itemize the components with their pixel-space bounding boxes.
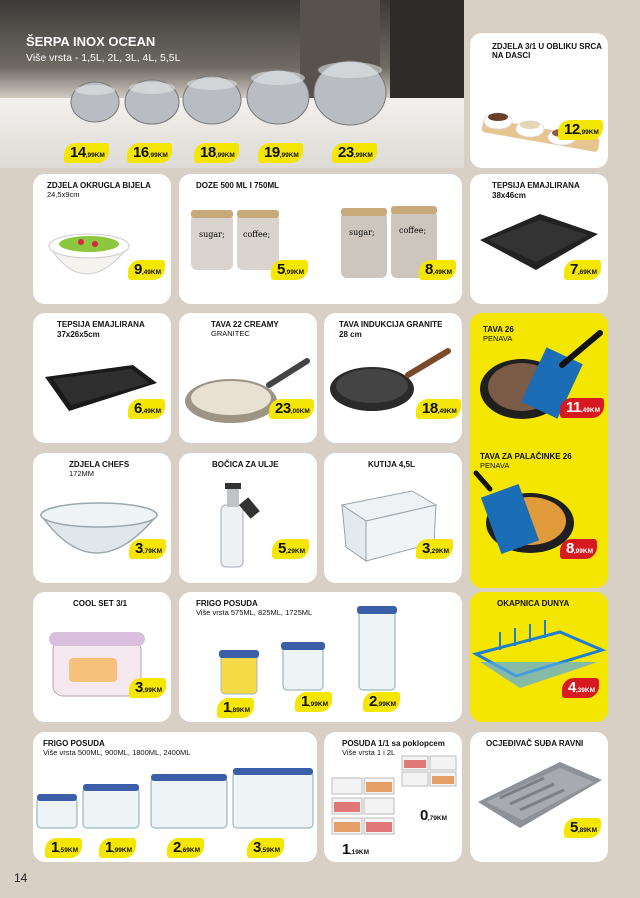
hero-banner <box>0 0 464 168</box>
price-tag-900ml: 1 ,99KM <box>99 838 136 858</box>
jar-label-sugar-2: sugar; <box>349 228 375 237</box>
price-tag-500ml: 1 ,59KM <box>45 838 82 858</box>
hero-subtitle: Više vrsta - 1,5L, 2L, 3L, 4L, 5,5L <box>26 52 181 64</box>
product-bocica[interactable]: BOČICA ZA ULJE 5 ,29KM <box>179 453 317 583</box>
product-tava-indukcija[interactable]: TAVA INDUKCIJA GRANITE 28 cm 18 ,49KM <box>324 313 462 443</box>
product-frigo-2[interactable]: FRIGO POSUDA Više vrsta 500ML, 900ML, 1800ML, 2400ML 1 ,59KM 1 ,99KM 2 ,69KM 3 ,59KM <box>33 732 317 862</box>
product-image <box>470 33 608 168</box>
product-image <box>179 313 317 443</box>
price-tag: 5 ,29KM <box>272 539 309 559</box>
product-zdjela-okrugla[interactable]: ZDJELA OKRUGLA BIJELA 24,5x9cm 9 ,49KM <box>33 174 171 304</box>
product-image <box>179 174 462 304</box>
hero-price-3: 18 ,99KM <box>194 143 239 163</box>
product-doze[interactable]: DOZE 500 ML I 750ML sugar; coffee; sugar; coffee; 5 ,99KM 8 ,49KM <box>179 174 462 304</box>
product-kutija[interactable]: KUTIJA 4,5L 3 ,29KM <box>324 453 462 583</box>
hero-title: ŠERPA INOX OCEAN <box>26 34 156 49</box>
featured-pans-panel: TAVA 26 PENAVA 11 ,49KM TAVA ZA PALAČINKE 26 PENAVA 8 ,99KM <box>470 313 608 588</box>
price-tag: 7 ,69KM <box>564 260 601 280</box>
price-tag: 9 ,49KM <box>128 260 165 280</box>
product-zdjela-srca[interactable]: ZDJELA 3/1 U OBLIKU SRCA NA DASCI 12 ,99KM <box>470 33 608 168</box>
product-okapnica[interactable]: OKAPNICA DUNYA 4 ,39KM <box>470 592 608 722</box>
product-frigo-1[interactable]: FRIGO POSUDA Više vrsta 575ML, 825ML, 1725ML 1 ,89KM 1 ,99KM 2 ,99KM <box>179 592 462 722</box>
product-image <box>470 174 608 304</box>
price-tag-2400ml: 3 ,59KM <box>247 838 284 858</box>
jar-label-sugar: sugar; <box>199 230 225 239</box>
hero-price-5: 23 ,99KM <box>332 143 377 163</box>
product-image <box>33 453 171 583</box>
product-image <box>33 592 171 722</box>
hero-price-2: 16 ,99KM <box>127 143 172 163</box>
product-zdjela-chefs[interactable]: ZDJELA CHEFS 172MM 3 ,79KM <box>33 453 171 583</box>
price-tag-tava-26: 11 ,49KM <box>560 398 604 418</box>
product-posuda-1-1[interactable]: POSUDA 1/1 sa poklopcem Više vrsta 1 i 2L 0 ,79KM 1 ,19KM <box>324 732 462 862</box>
price-tag: 23 ,00KM <box>269 399 314 419</box>
hero-price-4: 19 ,99KM <box>258 143 303 163</box>
price-tag-1l: 0 ,79KM <box>414 806 451 826</box>
price-tag: 6 ,49KM <box>128 399 165 419</box>
price-tag-1725ml: 2 ,99KM <box>363 692 400 712</box>
price-tag: 3 ,29KM <box>416 539 453 559</box>
price-tag: 12 ,99KM <box>558 120 603 140</box>
price-tag-tava-palacinke: 8 ,99KM <box>560 539 597 559</box>
price-tag-750ml: 8 ,49KM <box>419 260 456 280</box>
product-image <box>324 313 462 443</box>
price-tag-575ml: 1 ,89KM <box>217 698 254 718</box>
price-tag-2l: 1 ,19KM <box>336 840 373 860</box>
price-tag: 3 ,99KM <box>129 678 166 698</box>
product-image <box>470 732 608 862</box>
product-image <box>324 453 462 583</box>
product-image <box>33 174 171 304</box>
price-tag-825ml: 1 ,99KM <box>295 692 332 712</box>
product-ocjedivac[interactable]: OCJEĐIVAČ SUĐA RAVNI 5 ,89KM <box>470 732 608 862</box>
product-image <box>470 592 608 722</box>
hero-price-1: 14 ,99KM <box>64 143 109 163</box>
product-tepsija-38[interactable]: TEPSIJA EMAJLIRANA 38x46cm 7 ,69KM <box>470 174 608 304</box>
jar-label-coffee: coffee; <box>243 230 271 239</box>
price-tag: 5 ,89KM <box>564 818 601 838</box>
price-tag: 18 ,49KM <box>416 399 461 419</box>
price-tag: 3 ,79KM <box>129 539 166 559</box>
page-number: 14 <box>14 871 28 885</box>
price-tag: 4 ,39KM <box>562 678 599 698</box>
jar-label-coffee-2: coffee; <box>399 226 427 235</box>
product-tava-palacinke-title: TAVA ZA PALAČINKE 26 <box>480 452 572 461</box>
price-tag-1800ml: 2 ,69KM <box>167 838 204 858</box>
product-tepsija-37[interactable]: TEPSIJA EMAJLIRANA 37x26x5cm 6 ,49KM <box>33 313 171 443</box>
product-tava-creamy[interactable]: TAVA 22 CREAMY GRANITEC 23 ,00KM <box>179 313 317 443</box>
price-tag-500ml: 5 ,99KM <box>271 260 308 280</box>
product-image <box>179 453 317 583</box>
product-image <box>33 313 171 443</box>
product-cool-set[interactable]: COOL SET 3/1 3 ,99KM <box>33 592 171 722</box>
